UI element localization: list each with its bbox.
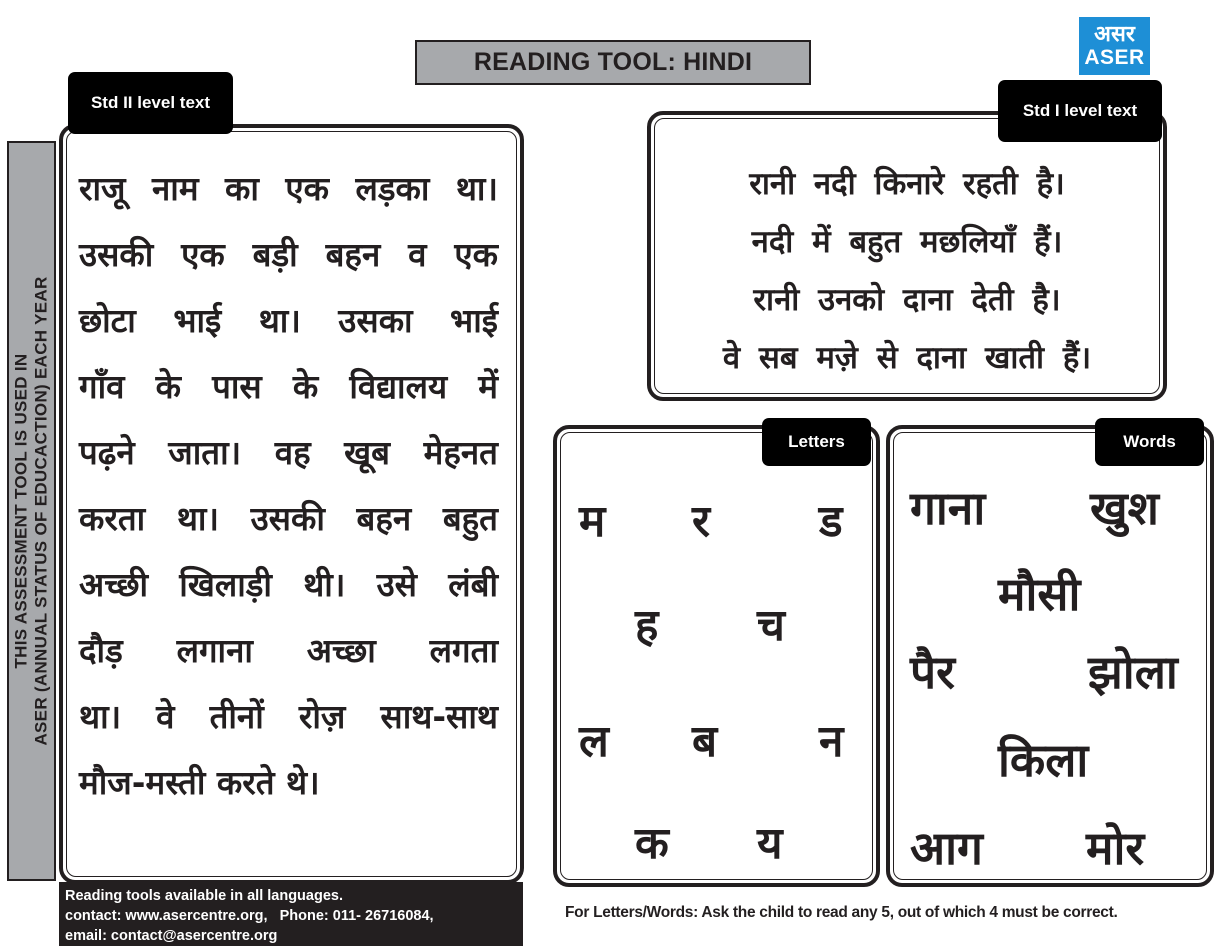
std1-label: Std I level text (998, 80, 1162, 142)
side-banner-text (12, 276, 52, 745)
std2-line: राजू नाम का एक लड़का था। (79, 169, 498, 208)
std2-line: गाँव के पास के विद्यालय में (79, 367, 498, 406)
footer-line-1: Reading tools available in all languages. (65, 888, 343, 904)
std1-line: रानी उनको दाना देती है। (753, 282, 1061, 318)
std2-line: छोटा भाई था। उसका भाई (79, 301, 498, 340)
word: मोर (1086, 821, 1145, 875)
letters-label: Letters (762, 418, 871, 466)
letter: ल (579, 716, 609, 767)
word: किला (998, 733, 1089, 787)
words-label: Words (1095, 418, 1204, 466)
std2-paragraph (79, 156, 498, 816)
std2-line: करता था। उसकी बहन बहुत (79, 499, 498, 538)
word: पैर (910, 645, 955, 699)
aser-logo (1079, 17, 1150, 75)
footer-line-2: contact: www.asercentre.org, Phone: 011- 26716084, (65, 908, 434, 924)
letter: ह (635, 600, 659, 651)
word: आग (910, 821, 983, 875)
letter: ड (819, 496, 843, 547)
word: मौसी (998, 567, 1081, 621)
side-banner-line-1: THIS ASSESSMENT TOOL IS USED IN (11, 353, 31, 669)
std2-label: Std II level text (68, 72, 233, 134)
letter: ब (692, 716, 718, 767)
side-banner (7, 141, 56, 881)
letter: म (579, 496, 606, 547)
logo-english-text: ASER (1084, 46, 1145, 69)
std2-line: मौज-मस्ती करते थे। (79, 763, 320, 802)
word: गाना (910, 481, 986, 535)
word: झोला (1088, 645, 1178, 699)
contact-footer (59, 882, 523, 946)
std1-line: नदी में बहुत मछलियाँ हैं। (751, 224, 1063, 260)
std1-line: रानी नदी किनारे रहती है। (749, 166, 1065, 202)
std1-paragraph (651, 155, 1163, 387)
letter: र (692, 496, 710, 547)
letter: य (757, 818, 783, 869)
logo-hindi-text: असर (1094, 22, 1135, 47)
std2-line: था। वे तीनों रोज़ साथ-साथ (79, 697, 498, 736)
page-title: READING TOOL: HINDI (415, 40, 811, 85)
instruction-text: For Letters/Words: Ask the child to read any 5, out of which 4 must be correct. (565, 904, 1118, 921)
letter: च (757, 600, 785, 651)
std2-line: अच्छी खिलाड़ी थी। उसे लंबी (79, 565, 498, 604)
std2-line: दौड़ लगाना अच्छा लगता (79, 631, 498, 670)
side-banner-line-2: ASER (ANNUAL STATUS OF EDUCACTION) EACH YEAR (31, 276, 51, 746)
std2-line: पढ़ने जाता। वह खूब मेहनत (79, 433, 498, 472)
letter: न (819, 716, 844, 767)
std1-line: वे सब मज़े से दाना खाती हैं। (722, 340, 1092, 376)
letter: क (635, 818, 669, 869)
word: खुश (1090, 481, 1159, 535)
std2-text-panel (59, 124, 524, 884)
footer-line-3: email: contact@asercentre.org (65, 928, 278, 944)
std2-line: उसकी एक बड़ी बहन व एक (79, 235, 498, 274)
std1-text-panel (647, 111, 1167, 401)
words-panel (886, 425, 1214, 887)
letters-panel (553, 425, 880, 887)
